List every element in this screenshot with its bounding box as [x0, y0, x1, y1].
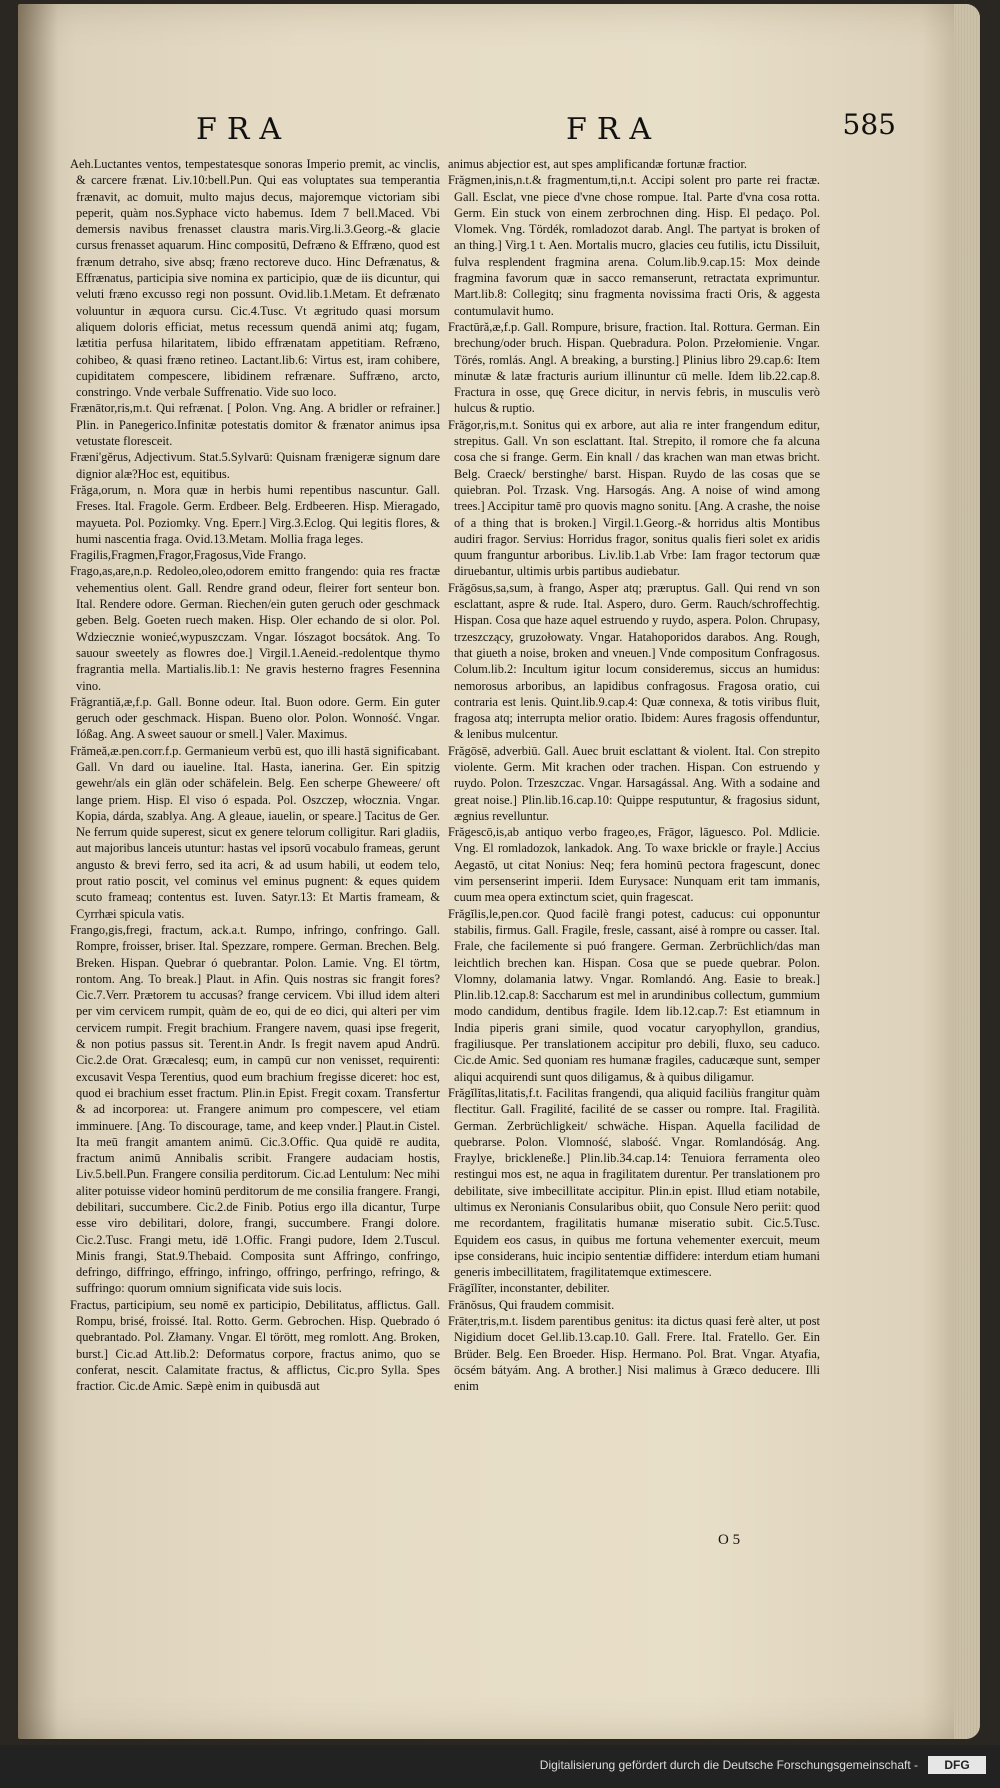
signature-mark: O 5: [718, 1532, 741, 1548]
spine-shadow: [18, 4, 58, 1739]
dictionary-entry: animus abjectior est, aut spes amplificandæ fortunæ fractior.: [448, 157, 748, 171]
dictionary-entry: Frămeă,æ.pen.corr.f.p. Germanieum verbū est, quo illi hastā significabant. Gall. Vn dard ou iaueline. Ital. Hasta, ianerina. Ger. Ein spitzig gewehr/als ein glän oder schäfelein. Belg. Een scherpe Gheweere/ oft lange priem. Hisp. El viso ó espada. Pol. Oszczep, włocznia. Vngar. Kopia, dárda, szablya. Ang. A gleaue, iauelin, or speare.] Tacitus de Ger. Ne ferrum quide superest, sicut ex genere telorum colligitur. Rari gladiis, aut majoribus lanceis utuntur: hastas vel ipsorū vocabulo frameas, gerunt angusto & brevi ferro, sed ita acri, & ad usum habili, ut eodem telo, prout ratio poscit, vel cominus vel eminus pugnent: & eques quidem scuto frameaq; contentus est. Iuven. Satyr.13: Et Martis frameam, & Cyrrhæi spicula vatis.: [70, 743, 440, 921]
dictionary-entry: Frānŏsus, Qui fraudem commisit.: [448, 1297, 615, 1312]
page-number: 585: [842, 108, 896, 141]
dictionary-entry: Frāgĭlĭter, inconstanter, debiliter.: [448, 1281, 610, 1296]
running-head-right: FRA: [566, 112, 662, 147]
dictionary-entry: Fractūră,æ,f.p. Gall. Rompure, brisure, fraction. Ital. Rottura. German. Ein brechung/oder bruch. Hispan. Quebradura. Polon. Przełomienie. Vngar. Törés, romlás. Angl. A breaking, a bursting.] Plinius libro 29.cap.6: Item minutæ & latæ fracturis aurium illinuntur cū melle. Idem lib.22.cap.8. Fractura in osse, quę Grece dicitur, in nervis febris, in musculis verò hulcus & ruptio.: [448, 319, 820, 416]
dictionary-entry: Frago,as,are,n.p. Redoleo,oleo,odorem emitto frangendo: quia res fractæ vehementius olent. Gall. Rendre grand odeur, fleirer fort senteur bon. Ital. Rendere odore. German. Riechen/ein guten geruch oder geschmack geben. Belg. Goeten ruech maken. Hisp. Oler echando de si olor. Pol. Wdziecznie wonieć,wypuszczam. Vngar. Iószagot bocsátok. Ang. To sauour sweetely as flowres doe.] Virgil.1.Aeneid.-redolentque thymo fragrantia mella. Martialis.lib.1: Ne gravis hesterno fragres Fesennina vino.: [70, 564, 440, 693]
dictionary-entry: Frăgescō,is,ab antiquo verbo frageo,es, Frāgor, lāguesco. Pol. Mdlicie. Vng. El romladozok, lankadok. Ang. To waxe brickle or frayle.] Accius Aegastō, ut citat Nonius: Neq; fera hominū pectora fragescunt, donec vim persenserint imperii. Idem Eurysace: Nunquam erit tam immanis, cuum mea opera extinctum sciet, quin fragescat.: [448, 825, 820, 905]
dictionary-entry: Frăgōsē, adverbiū. Gall. Auec bruit esclattant & violent. Ital. Con strepito violente. Germ. Mit krachen oder trachen. Hispan. Con estruendo y ruydo. Polon. Trzeszczac. Vngar. Harsagással. Ang. With a sodaine and great noise.] Plin.lib.16.cap.10: Quippe resputuntur, & fragosius sidunt, ægnius revelluntur.: [448, 743, 820, 823]
dictionary-entry: Frăgmen,inis,n.t.& fragmentum,ti,n.t. Accipi solent pro parte rei fractæ. Gall. Esclat, vne piece d'vne chose rompue. Ital. Parte d'vna cosa rotta. Germ. Ein stuck von einem zerbrochnen ding. Hisp. El pedaço. Pol. Vlomek. Vng. Tördék, romladozot darab. Angl. The partyat is broken of an thing.] Virg.1 t. Aen. Mortalis mucro, glacies ceu futilis, ictu Dissiluit, fulva resplendent fragmina arena. Colum.lib.9.cap.15: Mox deinde fragmina favorum quæ in sacco remanserunt, retractata exprimuntur. Mart.lib.8: Collegitq; sinu fragmenta novissima fracti Oris, & aggesta contumulavit humo.: [448, 173, 820, 318]
dictionary-entry: Frăgrantiă,æ,f.p. Gall. Bonne odeur. Ital. Buon odore. Germ. Ein guter geruch oder geschmack. Hispan. Bueno olor. Polon. Wonność. Vngar. Ióßag. Ang. A sweet sauour or smell.] Valer. Maximus.: [70, 694, 440, 742]
running-head: [168, 108, 920, 152]
page-edge: [954, 4, 980, 1739]
dictionary-entry: Frăgĭlĭtas,litatis,f.t. Facilitas frangendi, qua aliquid faciliùs frangitur quàm flectitur. Gall. Fragilité, facilité de se casser ou rompre. Ital. Fragilità. German. Zerbrüchligkeit/ schwäche. Hispan. Aquella facilidad de quebrarse. Polon. Vlomność, slabość. Vngar. Romlandóság. Ang. Fraylye, brickleneße.] Plin.lib.34.cap.14: Tenuiora ferramenta oleo restingui mos est, ne aqua in fragilitatem durentur. Per translationem pro debilitate, sive imbecillitate accipitur. Plin.in epist. Illud etiam notabile, ultimus ex Neronianis Consularibus obiit, quo Consule Nero periit: quod me recordantem, fragilitatis humanæ miseratio subit. Cic.5.Tusc. Equidem eos casus, in quibus me fortuna vehementer exercuit, meum ipse considerans, huic incipio sententiæ diffidere: interdum etiam humani generis imbecillitatem, fragilitatemque extimescere.: [448, 1085, 820, 1280]
dictionary-entry: Frāter,tris,m.t. Iisdem parentibus genitus: ita dictus quasi ferè alter, ut post Nigidium docet Gel.lib.13.cap.10. Gall. Frere. Ital. Fratello. Ger. Ein Brüder. Belg. Een Broeder. Hisp. Hermano. Pol. Brat. Vngar. Atyafia, öcsém bátyám. Ang. A brother.] Nisi malimus à Græco deducere. Illi enim: [448, 1314, 820, 1394]
dictionary-entry: Frăgĭlis,le,pen.cor. Quod facilè frangi potest, caducus: cui opponuntur stabilis, firmus. Gall. Fragile, fresle, cassant, aisé à rompre ou casser. Ital. Frale, che facilemente si puó frangere. German. Zerbrüchlich/das man leichtlich brechen kan. Hispan. Cosa que se puede quebrar. Polon. Vlomny, dolamania latwy. Vngar. Romlandó. Ang. Easie to break.] Plin.lib.12.cap.8: Saccharum est mel in arundinibus collectum, gummium modo candidum, dentibus fragile. Idem lib.12.cap.7: Est etiamnum in India piperis grani simile, quod vocatur caryophyllon, grandius, fragiliusque. Per translationem accipitur pro debili, fluxo, seu caduco. Cic.de Amic. Sed quoniam res humanæ fragiles, caducæque sunt, semper aliqui acquirendi sunt quos diligamus, & à quibus diligamur.: [448, 906, 820, 1084]
dictionary-entry: Fragilis,Fragmen,Fragor,Fragosus,Vide Frango.: [70, 548, 307, 563]
book-page: [18, 4, 980, 1739]
dfg-logo: DFG: [928, 1756, 986, 1774]
dictionary-entry: Fractus, participium, seu nomē ex participio, Debilitatus, afflictus. Gall. Rompu, brisé, froissé. Ital. Rotto. Germ. Gebrochen. Hisp. Quebrado ó quebrantado. Pol. Złamany. Vngar. El törött, meg romlott. Ang. Broken, burst.] Cic.ad Att.lib.2: Deformatus corpore, fractus animo, quo se conferat, nescit. Calamitate fractus, & afflictus, Cic.pro Sylla. Spes fractior. Cic.de Amic. Sæpè enim in quibusdā aut: [70, 1297, 440, 1394]
left-column: [70, 156, 440, 1395]
dictionary-entry: Frăgōsus,sa,sum, à frango, Asper atq; præruptus. Gall. Qui rend vn son esclattant, aspre & rude. Ital. Aspero, duro. Germ. Rauch/schroffechtig. Hispan. Cosa que haze aquel estruendo y ruydo, aspera. Polon. Chrupasy, trzeszczący, gruzołowaty. Vngar. Hatahoporidos darabos. Ang. Rough, that giueth a noise, broken and vneuen.] Vnde compositum Confragosus. Colum.lib.2: Incultum igitur locum consideremus, siccus an humidus: nemorosus arboribus, an lapidibus confragosus. Fragosa oratio, cui contraria est lenis. Quint.lib.9.cap.4: Quæ connexa, & totis viribus fluit, fragosa atq; interrupta melior oratio. Ibidem: Aures fragosis offenduntur, & lenibus mulcentur.: [448, 580, 820, 742]
dictionary-entry: Frango,gis,fregi, fractum, ack.a.t. Rumpo, infringo, confringo. Gall. Rompre, froisser, briser. Ital. Spezzare, rompere. German. Brechen. Belg. Breken. Hispan. Quebrar ó quebrantar. Polon. Lamie. Vng. El törtm, rontom. Ang. To break.] Plaut. in Afin. Quis nostras sic frangit fores? Cic.7.Verr. Prætorem tu accusas? frange cervicem. Vbi illud idem alteri per vim cervicem rumpit, quàm de eo, qui de eo dici, qui alteri per vim cervicem rumpit. Fregit brachium. Frangere navem, quasi ipse fregerit, & non potius passus sit. Terent.in Andr. Is fregit navem apud Andrū. Cic.2.de Orat. Græcalesq; eum, in campū cur non venisset, requirenti: excusavit Vespa Terentius, quod eum brachium fregisse diceret: hoc est, quod ei brachium esset fractum. Plin.in Epist. Fregit coxam. Transfertur & ad incorporea: ut. Frangere animum pro compescere, vel etiam imminuere. [Ang. To discourage, tame, and keep vnder.] Plaut.in Cistel. Ita meū frangit amantem animū. Cic.3.Offic. Qua quidē re audita, fractum animū Annibalis scribit. Frangere audaciam hostis, Liv.5.bell.Pun. Frangere consilia perditorum. Cic.ad Lentulum: Nec mihi aliter potuisse videor hominū perditorum de me consilia frangere. Frangi, debilitari, succumbere. Cic.2.de Finib. Potius ergo illa dicantur, Turpe esse viro debilitari, dolore, frangi, succumbere. Frangi dolore. Cic.2.Tusc. Frangi metu, idē 1.Offic. Frangi pudore, Idem 2.Tuscul. Minis frangi, Stat.9.Thebaid. Composita sunt Affringo, confringo, defringo, diffringo, effringo, infringo, offringo, perfringo, refringo, & suffringo: quorum omnium significata vide suis locis.: [70, 922, 440, 1296]
dictionary-entry: Frăga,orum, n. Mora quæ in herbis humi repentibus nascuntur. Gall. Freses. Ital. Fragole. Germ. Erdbeer. Belg. Erdbeeren. Hisp. Mieragado, mayueta. Pol. Poziomky. Vng. Eperr.] Virg.3.Eclog. Qui legitis flores, & humi nascentia fraga. Ovid.13.Metam. Mollia fraga leges.: [70, 482, 440, 546]
footer-credit: Digitalisierung gefördert durch die Deutsche Forschungsgemeinschaft -: [539, 1758, 918, 1772]
footer-bar: [0, 1745, 1000, 1788]
dictionary-entry: Fræni'gĕrus, Adjectivum. Stat.5.Sylvarū: Quisnam frænigeræ signum dare dignior alæ?Hoc est, equitibus.: [70, 450, 440, 481]
right-column: [448, 156, 820, 1395]
dictionary-entry: Frænātor,ris,m.t. Qui refrænat. [ Polon. Vng. Ang. A bridler or refrainer.] Plin. in Panegerico.Infinitæ potestatis domitor & frænator animus ipsa vetustate floresceit.: [70, 401, 440, 449]
running-head-left: FRA: [196, 112, 292, 147]
dictionary-entry: Aeh.Luctantes ventos, tempestatesque sonoras Imperio premit, ac vinclis, & carcere frænat. Liv.10:bell.Pun. Qui eas voluptates sua temperantia frænavit, ac domuit, multo majus decus, majoremque victoriam sibi peperit, quàm nos.Syphace victo habemus. Idem 7 bell.Maced. Vbi demersis navibus frenasset claustra maris.Virg.li.3.Georg.-& glacie cursus frenasset aquarum. Hinc compositū, Defræno & Effræno, quod est frænum detraho, sive absq; fræno rectoreve duco. Hinc Defrænatus, & Effrænatus, participia sive nomina ex participio, quæ de iis dicuntur, qui veluti fræno excusso regi non possunt. Ovid.lib.1.Metam. Et defrænato voluuntur in æquora cursu. Cic.4.Tusc. Vt ægritudo quasi morsum aliquem doloris efficiat, metus recessum quendā animi atq; fugam, lætitia perfusa hilaritatem, libido effrænatam appetitiam. Refræno, cohibeo, & quasi fræno retineo. Lactant.lib.6: Virtus est, iram cohibere, cupiditatem compescere, libidinem refrænare. Suffræno, arcto, constringo. Vnde verbale Suffrenatio. Vide suo loco.: [70, 157, 440, 400]
dictionary-entry: Frăgor,ris,m.t. Sonitus qui ex arbore, aut alia re inter frangendum editur, strepitus. Gall. Vn son esclattant. Ital. Strepito, il romore che fa alcuna cosa che si frange. Germ. Ein knall / das krachen wan man etwas bricht. Belg. Craeck/ berstinghe/ barst. Hispan. Ruydo de las cosas que se quiebran. Pol. Trzask. Vng. Harsogás. Ang. A noise of wind among trees.] Accipitur tamē pro quovis magno sonitu. [Ang. A crashe, the noise of a thing that is broken.] Virgil.1.Georg.-& horridus altis Montibus audiri fragor. Servius: Horridus fragor, sonitus qualis fieri solet ex aridis quum franguntur arboribus. Liv.lib.1.ab Vrbe: Iam fragor tectorum quæ diruebantur, ultimis urbis partibus audiebatur.: [448, 417, 820, 579]
